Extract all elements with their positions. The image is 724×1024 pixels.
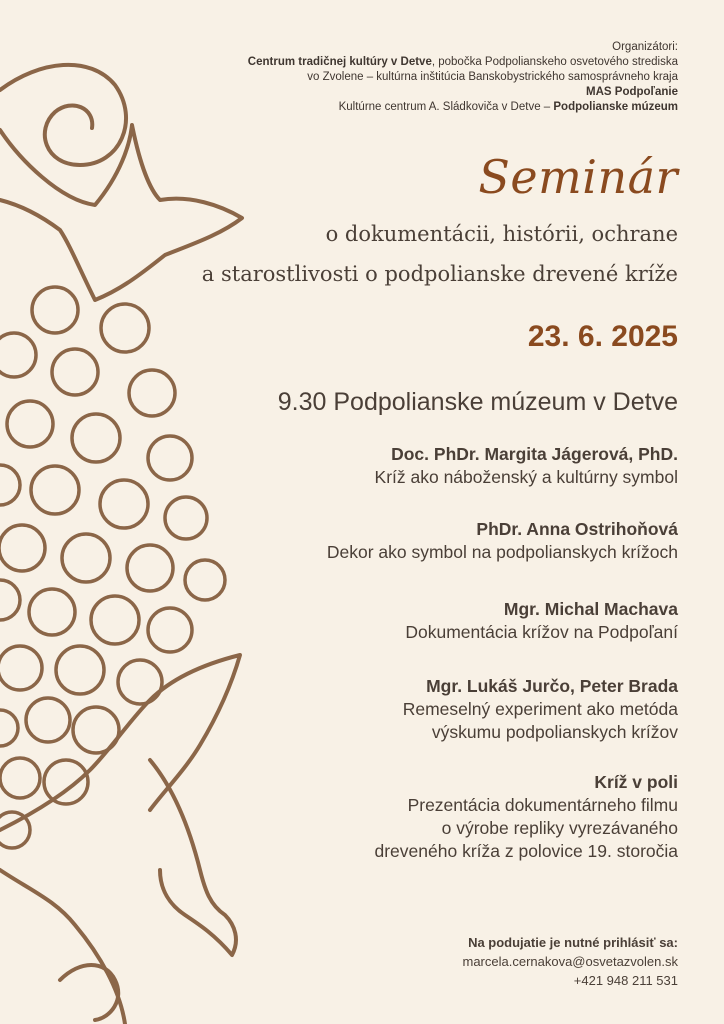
page-title: Seminár xyxy=(478,150,678,204)
talk-topic: Dekor ako symbol na podpolianskych krížoch xyxy=(326,542,678,562)
talk-speaker: Mgr. Michal Machava xyxy=(503,599,678,619)
organizers-block xyxy=(248,40,678,115)
talk-topic: výskumu podpolianskych krížov xyxy=(431,722,678,742)
registration-label: Na podujatie je nutné prihlásiť sa: xyxy=(468,935,678,950)
subtitle-line-2: a starostlivosti o podpolianske drevené kríže xyxy=(201,262,678,286)
talk-topic: Kríž ako náboženský a kultúrny symbol xyxy=(374,467,678,487)
talk-topic: o výrobe repliky vyrezávaného xyxy=(441,818,678,838)
contact-email[interactable]: marcela.cernakova@osvetazvolen.sk xyxy=(462,954,678,969)
talk-item xyxy=(375,443,678,489)
organizers-label: Organizátori: xyxy=(612,41,678,53)
subtitle-line-1: o dokumentácii, histórii, ochrane xyxy=(325,222,678,246)
event-date: 23. 6. 2025 xyxy=(527,320,678,353)
organizer-ctk-rest: , pobočka Podpolianskeho osvetového strediska xyxy=(431,56,678,68)
talk-item xyxy=(327,518,678,564)
talk-topic: Prezentácia dokumentárneho filmu xyxy=(407,795,678,815)
organizer-line-1 xyxy=(248,55,678,70)
ornament-bottom-leaf-left xyxy=(0,870,125,1024)
talk-topic: Remeselný experiment ako metóda xyxy=(402,699,678,719)
grape-berries xyxy=(0,287,225,848)
contact-block xyxy=(462,933,678,990)
organizer-line-2: vo Zvolene – kultúrna inštitúcia Banskobystrického samosprávneho kraja xyxy=(307,71,678,83)
organizer-mas: MAS Podpoľanie xyxy=(586,86,678,98)
event-venue: 9.30 Podpolianske múzeum v Detve xyxy=(277,388,678,416)
talk-speaker: PhDr. Anna Ostrihoňová xyxy=(476,519,678,539)
talk-item xyxy=(403,675,678,744)
organizer-ctk-name: Centrum tradičnej kultúry v Detve xyxy=(247,56,432,68)
contact-phone[interactable]: +421 948 211 531 xyxy=(573,973,678,988)
talk-speaker: Mgr. Lukáš Jurčo, Peter Brada xyxy=(426,676,678,696)
grape-ornament-illustration xyxy=(0,0,300,1024)
talk-item xyxy=(375,771,679,863)
organizer-kc: Kultúrne centrum A. Sládkoviča v Detve – xyxy=(338,101,554,113)
talk-topic: dreveného kríža z polovice 19. storočia xyxy=(374,841,678,861)
talk-item xyxy=(405,598,678,644)
organizer-line-3 xyxy=(248,85,678,100)
ornament-top-curl xyxy=(0,65,126,165)
talk-speaker: Kríž v poli xyxy=(594,772,678,792)
organizer-line-4 xyxy=(248,100,678,115)
ornament-bottom-tendril xyxy=(60,965,118,1020)
ornament-bottom-leaf-right xyxy=(150,760,236,955)
organizer-museum: Podpolianske múzeum xyxy=(553,101,678,113)
talk-speaker: Doc. PhDr. Margita Jágerová, PhD. xyxy=(391,444,678,464)
talk-topic: Dokumentácia krížov na Podpoľaní xyxy=(405,622,678,642)
